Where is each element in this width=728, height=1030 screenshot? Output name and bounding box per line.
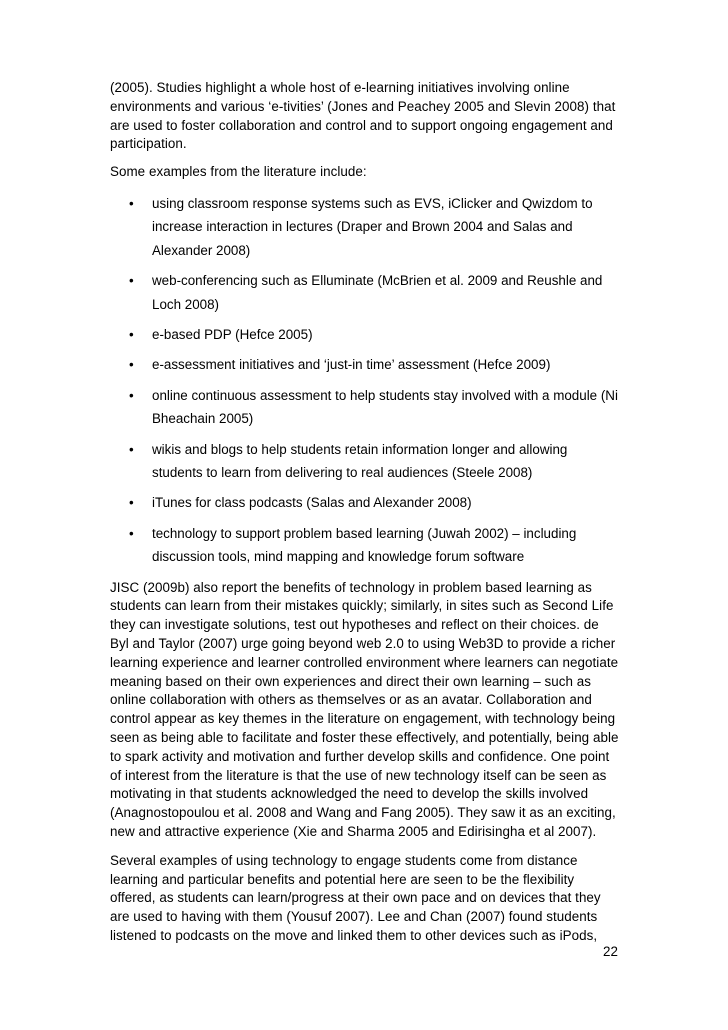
examples-lead-paragraph: Some examples from the literature include: [110,164,367,180]
bullet-item [110,522,620,569]
bullet-text: iTunes for class podcasts (Salas and Alexander 2008) [152,495,472,511]
bullet-item [110,192,620,262]
bullet-item [110,384,620,431]
bullet-text: technology to support problem based learning (Juwah 2002) – including discussion tools, mind mapping and knowledge forum software [152,525,577,565]
bullet-text: web-conferencing such as Elluminate (McBrien et al. 2009 and Reushle and Loch 2008) [152,273,603,312]
jisc-paragraph: JISC (2009b) also report the benefits of technology in problem based learning as students can learn from their mistakes quickly; similarly, in sites such as Second Life they can investigate solutions, test out hypotheses and reflect on their choices. de Byl and Taylor (2007) urge going beyond web 2.0 to using Web3D to provide a richer learning experience and learner controlled environment where learners can negotiate meaning based on their own experiences and direct their own learning – such as online collaboration with others as themselves or as an avatar. Collaboration and control appear as key themes in the literature on engagement, with technology being seen as being able to facilitate and foster these effectively, and potentially, being able to spark activity and motivation and further develop skills and confidence. One point of interest from the literature is that the use of new technology itself can be seen as motivating in that students acknowledged the need to develop the skills involved (Anagnostopoulou et al. 2008 and Wang and Fang 2005). They saw it as an exciting, new and attractive experience (Xie and Sharma 2005 and Edirisingha et al 2007). [110,579,619,840]
examples-bullet-list [110,192,620,569]
bullet-icon: • [129,357,134,373]
bullet-item [110,438,620,485]
bullet-item [110,353,620,376]
bullet-item [110,491,620,514]
bullet-icon: • [129,387,134,403]
bullet-icon: • [129,525,134,541]
page-number: 22 [603,944,618,959]
document-page [110,79,620,946]
distance-learning-paragraph: Several examples of using technology to engage students come from distance learning and particular benefits and potential here are seen to be the flexibility offered, as students can learn/progress at their own pace and on devices that they are used to having with them (Yousuf 2007). Lee and Chan (2007) found students listened to podcasts on the move and linked them to other devices such as iPods, [110,852,601,944]
bullet-text: online continuous assessment to help students stay involved with a module (Ni Bheachain 2005) [152,387,618,427]
bullet-icon: • [129,441,134,457]
bullet-icon: • [129,273,134,289]
bullet-icon: • [129,195,134,211]
bullet-item [110,323,620,346]
intro-paragraph: (2005). Studies highlight a whole host of e-learning initiatives involving online environments and various ‘e-tivities’ (Jones and Peachey 2005 and Slevin 2008) that are used to foster collaboration and control and to support ongoing engagement and participation. [110,80,616,152]
bullet-text: e-based PDP (Hefce 2005) [152,327,313,343]
bullet-icon: • [129,327,134,343]
bullet-text: wikis and blogs to help students retain information longer and allowing students to learn from delivering to real audiences (Steele 2008) [152,441,568,481]
bullet-item [110,269,620,316]
bullet-text: e-assessment initiatives and ‘just-in time’ assessment (Hefce 2009) [152,357,551,373]
bullet-text: using classroom response systems such as EVS, iClicker and Qwizdom to increase interaction in lectures (Draper and Brown 2004 and Salas and Alexander 2008) [152,195,593,258]
bullet-icon: • [129,495,134,511]
